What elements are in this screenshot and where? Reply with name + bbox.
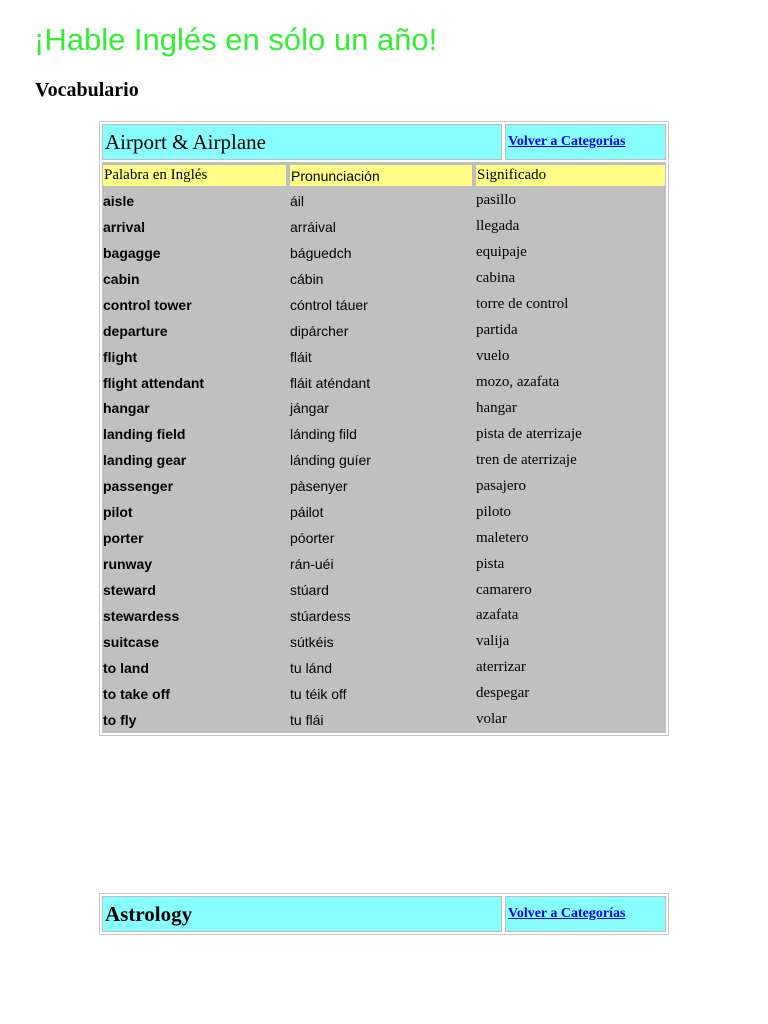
word-cell: runway [103, 556, 153, 573]
meaning-cell: partida [476, 322, 518, 339]
meaning-cell: aterrizar [476, 659, 526, 676]
pronunciation-cell: lánding guíer [290, 452, 371, 469]
category-block-airport [99, 121, 669, 736]
pronunciation-cell: póorter [290, 530, 335, 547]
meaning-cell: despegar [476, 685, 530, 702]
meaning-cell: llegada [476, 218, 520, 235]
meaning-cell: maletero [476, 529, 529, 546]
word-cell: porter [103, 530, 144, 547]
table-row [102, 240, 666, 266]
word-cell: aisle [103, 192, 135, 209]
table-row [102, 447, 666, 473]
table-row [102, 551, 666, 577]
pronunciation-cell: tu téik off [290, 685, 347, 702]
pronunciation-cell: tu flái [290, 711, 324, 728]
column-header-word: Palabra en Inglés [102, 164, 287, 187]
pronunciation-cell: lánding fild [290, 426, 357, 443]
table-row [102, 266, 666, 292]
section-heading: Vocabulario [35, 79, 139, 101]
meaning-cell: mozo, azafata [476, 374, 560, 391]
meaning-cell: camarero [476, 581, 532, 598]
pronunciation-cell: rán-uéi [290, 556, 334, 573]
word-cell: cabin [103, 270, 140, 287]
category-title: Airport & Airplane [102, 124, 502, 160]
pronunciation-cell: cábin [290, 270, 324, 287]
word-cell: flight [103, 348, 138, 365]
meaning-cell: azafata [476, 607, 519, 624]
pronunciation-cell: áil [290, 192, 305, 209]
pronunciation-cell: tu lánd [290, 659, 333, 676]
word-cell: to take off [103, 685, 170, 702]
table-header-row [102, 162, 666, 188]
table-row [102, 188, 666, 214]
back-to-categories-link[interactable]: Volver a Categorías [508, 906, 626, 921]
word-cell: arrival [103, 218, 146, 235]
category-block-astrology [99, 893, 669, 935]
meaning-cell: pasillo [476, 192, 516, 209]
vocabulary-table [102, 162, 666, 733]
word-cell: landing field [103, 426, 186, 443]
word-cell: suitcase [103, 633, 160, 650]
pronunciation-cell: fláit [290, 348, 312, 365]
word-cell: to land [103, 659, 149, 676]
word-cell: flight attendant [103, 374, 205, 391]
table-row [102, 525, 666, 551]
word-cell: control tower [103, 296, 192, 313]
category-header [102, 124, 666, 160]
word-cell: bagagge [103, 244, 161, 261]
table-row [102, 214, 666, 240]
meaning-cell: hangar [476, 399, 517, 416]
pronunciation-cell: jángar [290, 400, 329, 417]
table-row [102, 603, 666, 629]
column-header-meaning: Significado [475, 164, 666, 187]
table-row [102, 629, 666, 655]
word-cell: hangar [103, 400, 150, 417]
pronunciation-cell: stúard [290, 582, 329, 599]
table-row [102, 473, 666, 499]
meaning-cell: volar [476, 711, 507, 728]
table-row [102, 318, 666, 344]
pronunciation-cell: sútkéis [290, 633, 334, 650]
table-row [102, 344, 666, 370]
meaning-cell: piloto [476, 503, 512, 520]
back-link-cell [505, 124, 666, 160]
meaning-cell: vuelo [476, 348, 510, 365]
table-row [102, 577, 666, 603]
meaning-cell: pista [476, 555, 505, 572]
meaning-cell: torre de control [476, 296, 569, 313]
pronunciation-cell: fláit aténdant [290, 374, 371, 391]
table-row [102, 421, 666, 447]
table-row [102, 655, 666, 681]
category-title: Astrology [102, 896, 502, 932]
table-row [102, 707, 666, 733]
pronunciation-cell: pàsenyer [290, 478, 348, 495]
meaning-cell: tren de aterrizaje [476, 451, 577, 468]
table-row [102, 499, 666, 525]
meaning-cell: cabina [476, 270, 516, 287]
word-cell: pilot [103, 504, 133, 521]
meaning-cell: pista de aterrizaje [476, 425, 582, 442]
word-cell: passenger [103, 478, 174, 495]
meaning-cell: equipaje [476, 244, 527, 261]
word-cell: to fly [103, 711, 137, 728]
table-row [102, 370, 666, 396]
meaning-cell: pasajero [476, 477, 526, 494]
category-header [102, 896, 666, 932]
table-row [102, 396, 666, 422]
pronunciation-cell: arráival [290, 218, 336, 235]
pronunciation-cell: stúardess [290, 607, 351, 624]
pronunciation-cell: dipárcher [290, 322, 349, 339]
site-title: ¡Hable Inglés en sólo un año! [34, 22, 438, 57]
back-to-categories-link[interactable]: Volver a Categorías [508, 134, 626, 149]
word-cell: landing gear [103, 452, 187, 469]
word-cell: stewardess [103, 607, 180, 624]
back-link-cell [505, 896, 666, 932]
pronunciation-cell: báguedch [290, 244, 352, 261]
meaning-cell: valija [476, 633, 510, 650]
word-cell: steward [103, 582, 156, 599]
pronunciation-cell: cóntrol táuer [290, 296, 368, 313]
table-body [102, 188, 666, 733]
word-cell: departure [103, 322, 168, 339]
table-row [102, 292, 666, 318]
table-row [102, 681, 666, 707]
pronunciation-cell: páilot [290, 504, 324, 521]
column-header-pronunciation: Pronunciación [289, 164, 473, 187]
